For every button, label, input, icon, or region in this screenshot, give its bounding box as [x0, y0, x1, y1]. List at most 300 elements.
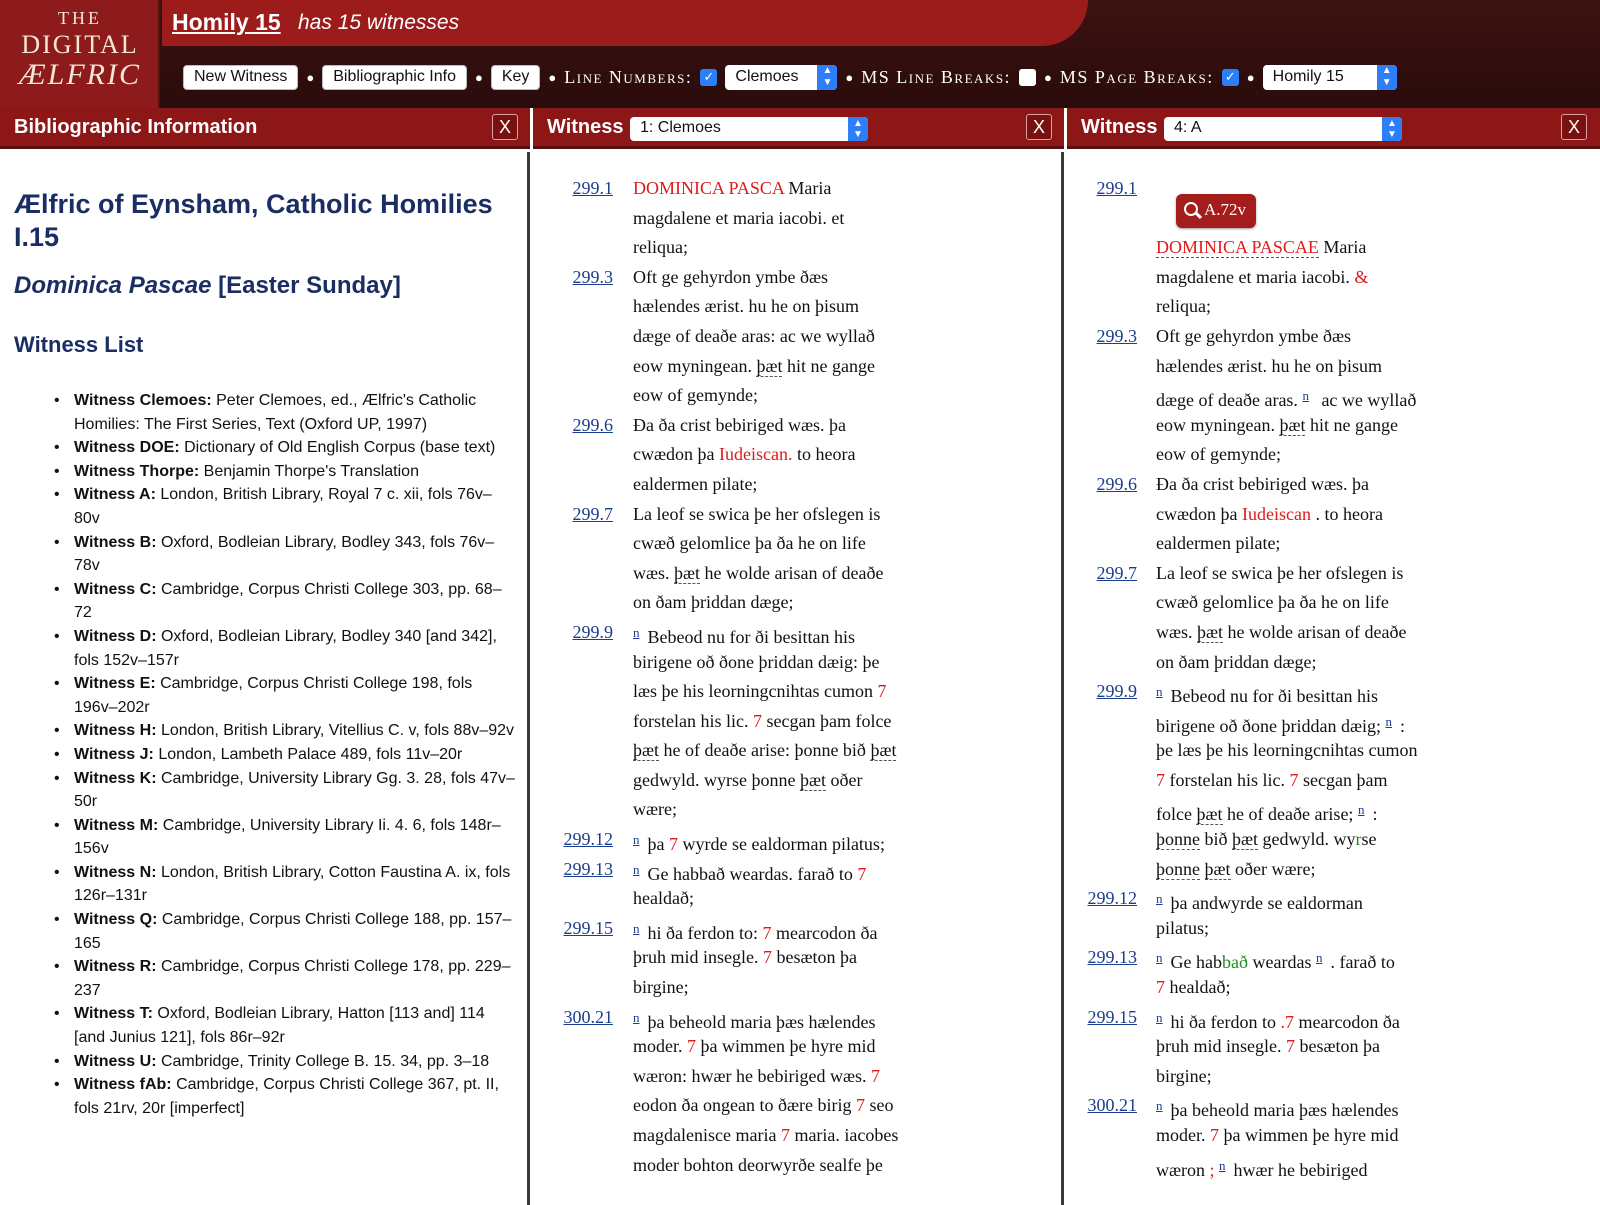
- witness-2-select-value: 4: A: [1174, 119, 1202, 136]
- text-segment: on ðam þriddan dæge;: [633, 592, 794, 613]
- text-segment: he of deaðe arise;: [1222, 804, 1358, 825]
- text-segment: wæron: [1156, 1159, 1210, 1180]
- app-header: [0, 0, 1600, 108]
- witness-label: Witness Thorpe:: [74, 462, 200, 480]
- text-segment: wæron: hwær he bebiriged wæs.: [633, 1065, 871, 1086]
- text-segment: gedwyld. wyrse þonne: [633, 769, 800, 790]
- text-segment: moder bohton deorwyrðe sealfe þe: [633, 1154, 883, 1175]
- line-number-link[interactable]: 299.7: [572, 503, 613, 524]
- rubric-text: 7: [780, 1125, 790, 1145]
- ms-page-breaks-checkbox[interactable]: ✓: [1222, 69, 1239, 86]
- note-link[interactable]: n: [1156, 1009, 1163, 1025]
- witness-list-item: [54, 719, 516, 743]
- abbreviation-expansion[interactable]: þæt: [870, 740, 897, 761]
- text-line-content: [1156, 1032, 1380, 1062]
- text-line: [1067, 559, 1600, 589]
- witness-description: Cambridge, Corpus Christi College 303, pp. 68–72: [74, 580, 502, 622]
- text-segment: Ða ða crist bebiriged wæs. þa: [1156, 473, 1369, 494]
- text-line-content: [1156, 263, 1368, 293]
- rubric-text: 7: [762, 922, 772, 943]
- text-segment: :: [1399, 715, 1405, 736]
- note-link[interactable]: n: [1156, 1098, 1163, 1114]
- abbreviation-expansion[interactable]: þonne: [1156, 858, 1200, 879]
- witness-list-item: [54, 531, 516, 578]
- abbreviation-expansion[interactable]: þæt: [756, 355, 783, 376]
- text-line: [533, 588, 1061, 618]
- text-segment: [1200, 859, 1205, 879]
- homily-select-value: Homily 15: [1272, 68, 1344, 85]
- text-segment: se: [1361, 829, 1377, 850]
- text-line: [533, 233, 1061, 263]
- text-line-content: [1156, 855, 1316, 885]
- rubric-text: 7: [687, 1036, 696, 1057]
- witness-description: Peter Clemoes, ed., Ælfric's Catholic Homilies: The First Series, Text (Oxford UP, 1997): [74, 392, 477, 433]
- line-number-link[interactable]: 299.1: [1096, 178, 1137, 198]
- witness-label: Witness R:: [74, 958, 157, 976]
- text-segment: Maria: [783, 178, 832, 198]
- rubric-text: 7: [1156, 977, 1165, 998]
- witness-description: Cambridge, Trinity College B. 15. 34, pp. 3–18: [156, 1052, 490, 1070]
- text-segment: wyrde se ealdorman pilatus;: [678, 834, 885, 855]
- text-line-content: [1156, 648, 1316, 678]
- witness-label: Witness A:: [74, 486, 156, 504]
- text-line: [1067, 233, 1600, 263]
- text-segment: Oft ge gehyrdon ymbe ðæs: [633, 266, 828, 287]
- text-segment: þa beheold maria þæs hælendes: [647, 1011, 876, 1032]
- witness-panel-1-header: [533, 108, 1064, 149]
- abbreviation-expansion[interactable]: þonne: [1156, 829, 1200, 850]
- note-link[interactable]: n: [1156, 950, 1163, 966]
- line-number-link[interactable]: 299.9: [1096, 681, 1137, 702]
- line-number-link[interactable]: 299.13: [1087, 947, 1137, 968]
- witness-2-select[interactable]: [1164, 117, 1402, 141]
- text-line: [533, 973, 1061, 1003]
- note-link[interactable]: n: [1357, 802, 1365, 818]
- text-line-content: [633, 1121, 898, 1151]
- note-link[interactable]: n: [1156, 684, 1163, 700]
- text-segment: moder.: [1156, 1125, 1210, 1145]
- text-segment: þa wimmen þe hyre mid: [696, 1036, 876, 1057]
- text-line: [533, 352, 1061, 382]
- text-line-content: [1156, 352, 1382, 382]
- note-link[interactable]: n: [633, 832, 640, 848]
- rubric-text: Iudeiscan.: [718, 444, 793, 465]
- text-segment: birgine;: [633, 977, 689, 998]
- witness-list-item: [54, 672, 516, 719]
- line-number-link[interactable]: 299.7: [1096, 562, 1137, 583]
- text-line-content: [1156, 1151, 1367, 1186]
- text-line: [533, 736, 1061, 766]
- witness-1-text: [533, 174, 1061, 1180]
- text-segment: he wolde arisan of deaðe: [1223, 621, 1407, 642]
- text-line: [533, 174, 1061, 204]
- line-number-link[interactable]: 299.13: [563, 858, 613, 879]
- variant-text: bað: [1221, 952, 1248, 973]
- close-witness-2-panel-button[interactable]: X: [1561, 114, 1587, 140]
- text-segment: birigene oð ðone þriddan dæig;: [1156, 715, 1386, 736]
- text-line-content: [1156, 1062, 1212, 1092]
- text-segment: pilatus;: [1156, 917, 1209, 938]
- witness-list-item: [54, 814, 516, 861]
- separator-dot: ●: [474, 69, 483, 85]
- text-segment: hit ne gange: [1305, 414, 1398, 435]
- rubric-text: 7: [1285, 1036, 1295, 1057]
- abbreviation-expansion[interactable]: þæt: [674, 562, 701, 583]
- text-segment: weardas: [1247, 952, 1316, 973]
- text-segment: he of deaðe arise: þonne bið: [659, 740, 871, 761]
- text-segment: oðer: [825, 769, 863, 790]
- witness-list-item: [54, 460, 516, 484]
- text-segment: Bebeod nu for ði besittan his: [1170, 686, 1378, 707]
- text-line: [1067, 174, 1600, 204]
- line-number-link[interactable]: 300.21: [1087, 1095, 1137, 1116]
- ms-line-breaks-label: MS Line Breaks:: [861, 66, 1012, 87]
- folio-label: A.72v: [1204, 200, 1247, 219]
- text-line: [533, 1062, 1061, 1092]
- text-line-content: [633, 973, 689, 1003]
- homily-title-link[interactable]: Homily 15: [172, 9, 281, 35]
- text-line: [1067, 292, 1600, 322]
- separator-dot: ●: [845, 69, 854, 85]
- note-link[interactable]: n: [1315, 950, 1323, 966]
- text-line-content: [633, 943, 857, 973]
- text-line: [1067, 1091, 1600, 1121]
- witness-panel-1-title: Witness: [547, 116, 624, 138]
- text-segment: healdað;: [633, 888, 694, 909]
- witness-description: Oxford, Bodleian Library, Bodley 340 [and 342], fols 152v–157r: [74, 627, 497, 669]
- line-number-link[interactable]: 299.6: [1096, 473, 1137, 494]
- text-line: [533, 204, 1061, 234]
- text-line-content: [633, 411, 846, 441]
- text-line: [533, 1003, 1061, 1033]
- text-line: [533, 677, 1061, 707]
- witness-list-item: [54, 1002, 516, 1049]
- rubric-text: ;: [1209, 1159, 1215, 1180]
- text-segment: hit ne gange: [782, 355, 875, 376]
- text-segment: bið: [1200, 829, 1233, 850]
- text-line: [1067, 500, 1600, 530]
- witness-description: Benjamin Thorpe's Translation: [199, 462, 419, 480]
- witness-description: Cambridge, University Library Gg. 3. 28, fols 47v–50r: [74, 769, 515, 811]
- text-segment: reliqua;: [633, 237, 688, 258]
- line-number-link[interactable]: 299.15: [1087, 1006, 1137, 1027]
- line-numbers-select[interactable]: [725, 65, 837, 90]
- text-segment: reliqua;: [1156, 296, 1211, 317]
- rubric-text: 7: [855, 1095, 865, 1116]
- text-line-content: [633, 263, 828, 293]
- logo-line-1: THE: [58, 8, 102, 28]
- text-line: [1067, 766, 1600, 796]
- line-number-link[interactable]: 299.1: [572, 178, 613, 198]
- text-line-content: [633, 322, 875, 352]
- note-link[interactable]: n: [633, 861, 640, 877]
- witness-1-select[interactable]: [630, 117, 868, 141]
- text-line-content: [1156, 233, 1366, 263]
- text-line: [533, 855, 1061, 885]
- text-segment: dæge of deaðe aras.: [1156, 390, 1303, 411]
- text-segment: hælendes ærist. hu he on þisum: [1156, 355, 1382, 376]
- text-segment: ac we wyllað: [1316, 390, 1417, 411]
- text-line: [1067, 588, 1600, 618]
- rubric-text: Iudeiscan: [1241, 503, 1311, 524]
- note-link[interactable]: n: [633, 1009, 640, 1025]
- text-segment: maria. iacobes: [789, 1125, 899, 1145]
- note-link[interactable]: n: [633, 920, 640, 936]
- separator-dot: ●: [306, 69, 315, 85]
- text-line-content: [1156, 1121, 1398, 1151]
- text-segment: Oft ge gehyrdon ymbe ðæs: [1156, 325, 1351, 346]
- line-number-link[interactable]: 300.21: [563, 1006, 613, 1027]
- bibliographic-info-button[interactable]: Bibliographic Info: [322, 65, 467, 90]
- line-numbers-checkbox[interactable]: ✓: [700, 69, 717, 86]
- subtitle-latin: Dominica Pascae: [14, 272, 212, 299]
- text-line: [1067, 795, 1600, 825]
- abbreviation-expansion[interactable]: DOMINICA PASCAE: [1156, 237, 1319, 258]
- witness-2-text: [1067, 174, 1600, 1180]
- title-bar: [162, 0, 1088, 46]
- logo-line-2: DIGITAL: [21, 30, 139, 59]
- witness-1-select-value: 1: Clemoes: [640, 119, 721, 136]
- rubric-text: 7: [857, 863, 867, 884]
- rubric-text: &: [1354, 266, 1369, 287]
- note-link[interactable]: n: [633, 624, 640, 640]
- witness-label: Witness K:: [74, 769, 157, 787]
- text-segment: dæge of deaðe aras: ac we wyllað: [633, 325, 875, 346]
- text-segment: mearcodon ða: [771, 922, 878, 943]
- text-line-content: [1156, 529, 1280, 559]
- text-line: [1067, 677, 1600, 707]
- bibliographic-subtitle: [14, 272, 401, 300]
- text-segment: magdalene et maria iacobi. et: [633, 207, 845, 228]
- witness-panel-2-header: [1067, 108, 1600, 149]
- witness-description: Cambridge, Corpus Christi College 198, fols 196v–202r: [74, 675, 473, 716]
- text-segment: hælendes ærist. hu he on þisum: [633, 296, 859, 317]
- text-line-content: [633, 677, 886, 707]
- logo-line-3: ÆLFRIC: [18, 58, 141, 91]
- text-line: [1067, 1062, 1600, 1092]
- text-segment: on ðam þriddan dæge;: [1156, 651, 1317, 672]
- witness-label: Witness E:: [74, 675, 156, 693]
- key-button[interactable]: Key: [491, 65, 541, 90]
- note-link[interactable]: n: [1156, 891, 1163, 907]
- text-line-content: [633, 707, 891, 737]
- text-line: [1067, 914, 1600, 944]
- folio-image-button[interactable]: [1176, 194, 1256, 228]
- witness-label: Witness C:: [74, 580, 157, 598]
- witness-list-heading: Witness List: [14, 332, 144, 357]
- text-line: [1067, 263, 1600, 293]
- text-line: [533, 943, 1061, 973]
- line-number-link[interactable]: 299.12: [563, 829, 613, 850]
- text-line-content: [1156, 766, 1387, 796]
- separator-dot: ●: [1044, 69, 1052, 85]
- abbreviation-expansion[interactable]: þæt: [633, 740, 660, 761]
- line-number-link[interactable]: 299.3: [1096, 325, 1137, 346]
- text-segment: cwædon þa: [633, 444, 719, 465]
- text-line: [533, 559, 1061, 589]
- text-line-content: [633, 174, 831, 204]
- line-number-link[interactable]: 299.12: [1087, 888, 1137, 909]
- text-line-content: [1156, 292, 1211, 322]
- text-line-content: [633, 1091, 893, 1121]
- witness-list-item: [54, 483, 516, 530]
- witness-list-item: [54, 743, 516, 767]
- witness-label: Witness B:: [74, 533, 157, 551]
- text-line-content: [633, 559, 883, 589]
- text-segment: La leof se swica þe her ofslegen is: [1156, 562, 1404, 583]
- witness-description: London, British Library, Cotton Faustina A. ix, fols 126r–131r: [74, 863, 511, 905]
- text-line: [533, 381, 1061, 411]
- abbreviation-expansion[interactable]: þæt: [799, 769, 826, 790]
- text-segment: he wolde arisan of deaðe: [700, 562, 884, 583]
- text-line-content: [633, 204, 844, 234]
- text-segment: La leof se swica þe her ofslegen is: [633, 503, 881, 524]
- ms-page-breaks-label: MS Page Breaks:: [1059, 66, 1214, 87]
- text-segment: wæs.: [1156, 621, 1198, 642]
- text-line: [1067, 322, 1600, 352]
- separator-dot: ●: [548, 69, 557, 85]
- text-line: [533, 411, 1061, 441]
- text-line-content: [633, 648, 879, 678]
- abbreviation-expansion[interactable]: þæt: [1232, 829, 1259, 850]
- text-line: [1067, 1121, 1600, 1151]
- text-segment: þa wimmen þe hyre mid: [1219, 1125, 1399, 1145]
- text-segment: wære;: [633, 799, 677, 820]
- note-link[interactable]: n: [1302, 388, 1309, 404]
- select-arrows-icon: ▲ ▼: [848, 117, 868, 141]
- text-line: [533, 914, 1061, 944]
- text-line-content: [633, 529, 866, 559]
- bibliographic-panel[interactable]: [0, 152, 530, 1205]
- text-line: [533, 440, 1061, 470]
- witness-2-text-panel[interactable]: [1067, 152, 1600, 1205]
- text-line-content: [633, 884, 694, 914]
- text-line: [1067, 825, 1600, 855]
- abbreviation-expansion[interactable]: þæt: [1279, 414, 1306, 435]
- witness-label: Witness J:: [74, 745, 154, 763]
- text-line-content: [633, 766, 862, 796]
- text-line: [1067, 736, 1600, 766]
- line-number-link[interactable]: 299.15: [563, 917, 613, 938]
- witness-list-item: [54, 1073, 516, 1120]
- text-segment: Ða ða crist bebiriged wæs. þa: [633, 414, 846, 435]
- abbreviation-expansion[interactable]: þæt: [1197, 621, 1224, 642]
- rubric-text: 7: [1156, 769, 1165, 790]
- line-number-link[interactable]: 299.3: [572, 266, 613, 287]
- subtitle-english: [Easter Sunday]: [211, 272, 401, 299]
- text-line: [1067, 648, 1600, 678]
- text-line-content: [633, 500, 880, 530]
- witness-description: Cambridge, University Library Ii. 4. 6, fols 148r–156v: [74, 816, 501, 858]
- text-segment: mearcodon ða: [1293, 1011, 1400, 1032]
- text-segment: þa: [647, 834, 669, 855]
- text-segment: seo: [864, 1095, 894, 1116]
- abbreviation-expansion[interactable]: þæt: [1204, 858, 1231, 879]
- close-bibliographic-panel-button[interactable]: X: [492, 114, 518, 140]
- text-segment: besæton þa: [771, 947, 857, 968]
- text-line: [1067, 529, 1600, 559]
- text-segment: hi ða ferdon to: [1170, 1011, 1281, 1032]
- bibliographic-panel-header: [0, 108, 530, 149]
- witness-description: Oxford, Bodleian Library, Hatton [113 and] 114 [and Junius 121], fols 86r–92r: [74, 1005, 485, 1047]
- text-line-content: [1156, 736, 1417, 766]
- homily-select[interactable]: [1263, 65, 1397, 90]
- text-line: [1067, 1032, 1600, 1062]
- text-segment: þruh mid insegle.: [633, 947, 763, 968]
- toolbar: [183, 64, 1397, 90]
- rubric-text: 7: [1210, 1125, 1219, 1145]
- text-line: [533, 529, 1061, 559]
- text-segment: folce: [1156, 804, 1197, 825]
- text-line-content: [1156, 440, 1281, 470]
- text-line-content: [633, 292, 859, 322]
- witness-label: Witness D:: [74, 627, 157, 645]
- witness-description: Oxford, Bodleian Library, Bodley 343, fols 76v–78v: [74, 533, 495, 575]
- text-line: [1067, 855, 1600, 885]
- line-number-link[interactable]: 299.6: [572, 414, 613, 435]
- witness-label: Witness H:: [74, 722, 157, 740]
- text-line: [533, 766, 1061, 796]
- witness-label: Witness N:: [74, 863, 157, 881]
- text-line: [1067, 1151, 1600, 1181]
- witness-list-item: [54, 1050, 516, 1074]
- magnifier-icon: [1184, 202, 1198, 216]
- text-line: [533, 795, 1061, 825]
- bibliographic-title: Ælfric of Eynsham, Catholic Homilies I.15: [14, 189, 493, 252]
- text-line: [533, 1091, 1061, 1121]
- text-segment: eow of gemynde;: [633, 385, 758, 406]
- rubric-text: 7: [762, 947, 772, 968]
- text-line-content: [633, 470, 757, 500]
- text-segment: magdalenisce maria: [633, 1125, 781, 1145]
- new-witness-button[interactable]: New Witness: [183, 65, 298, 90]
- close-witness-1-panel-button[interactable]: X: [1026, 114, 1052, 140]
- text-line: [1067, 943, 1600, 973]
- text-segment: Bebeod nu for ði besittan his: [647, 626, 855, 647]
- text-segment: hwær he bebiriged: [1233, 1159, 1368, 1180]
- digital-aelfric-logo[interactable]: [0, 0, 160, 108]
- text-line: [1067, 1003, 1600, 1033]
- text-line: [533, 618, 1061, 648]
- text-line: [1067, 352, 1600, 382]
- text-line-content: [633, 1032, 875, 1062]
- abbreviation-expansion[interactable]: þæt: [1196, 804, 1223, 825]
- select-arrows-icon: ▲ ▼: [1377, 65, 1397, 90]
- witness-label: Witness T:: [74, 1005, 153, 1023]
- text-line: [1067, 411, 1600, 441]
- text-segment: birigene oð ðone þriddan dæig: þe: [633, 651, 880, 672]
- text-line: [533, 884, 1061, 914]
- line-number-link[interactable]: 299.9: [572, 621, 613, 642]
- rubric-text: DOMINICA PASCA: [633, 178, 784, 198]
- text-line-content: [633, 233, 688, 263]
- note-link[interactable]: n: [1219, 1157, 1226, 1173]
- witness-list-item: [54, 955, 516, 1002]
- text-segment: þa andwyrde se ealdorman: [1170, 893, 1363, 914]
- text-segment: þa beheold maria þæs hælendes: [1170, 1100, 1399, 1121]
- witness-count-text: has 15 witnesses: [298, 11, 460, 34]
- witness-description: Cambridge, Corpus Christi College 178, pp. 229–237: [74, 958, 511, 999]
- text-segment: þe læs þe his leorningcnihtas cumon: [1156, 740, 1418, 761]
- note-link[interactable]: n: [1385, 713, 1392, 729]
- text-line: [533, 825, 1061, 855]
- text-segment: ealdermen pilate;: [633, 473, 758, 494]
- text-line-content: [1156, 559, 1403, 589]
- text-segment: hi ða ferdon to:: [647, 922, 763, 943]
- ms-line-breaks-checkbox[interactable]: [1019, 69, 1036, 86]
- witness-label: Witness Clemoes:: [74, 392, 212, 409]
- witness-1-text-panel[interactable]: [533, 152, 1064, 1205]
